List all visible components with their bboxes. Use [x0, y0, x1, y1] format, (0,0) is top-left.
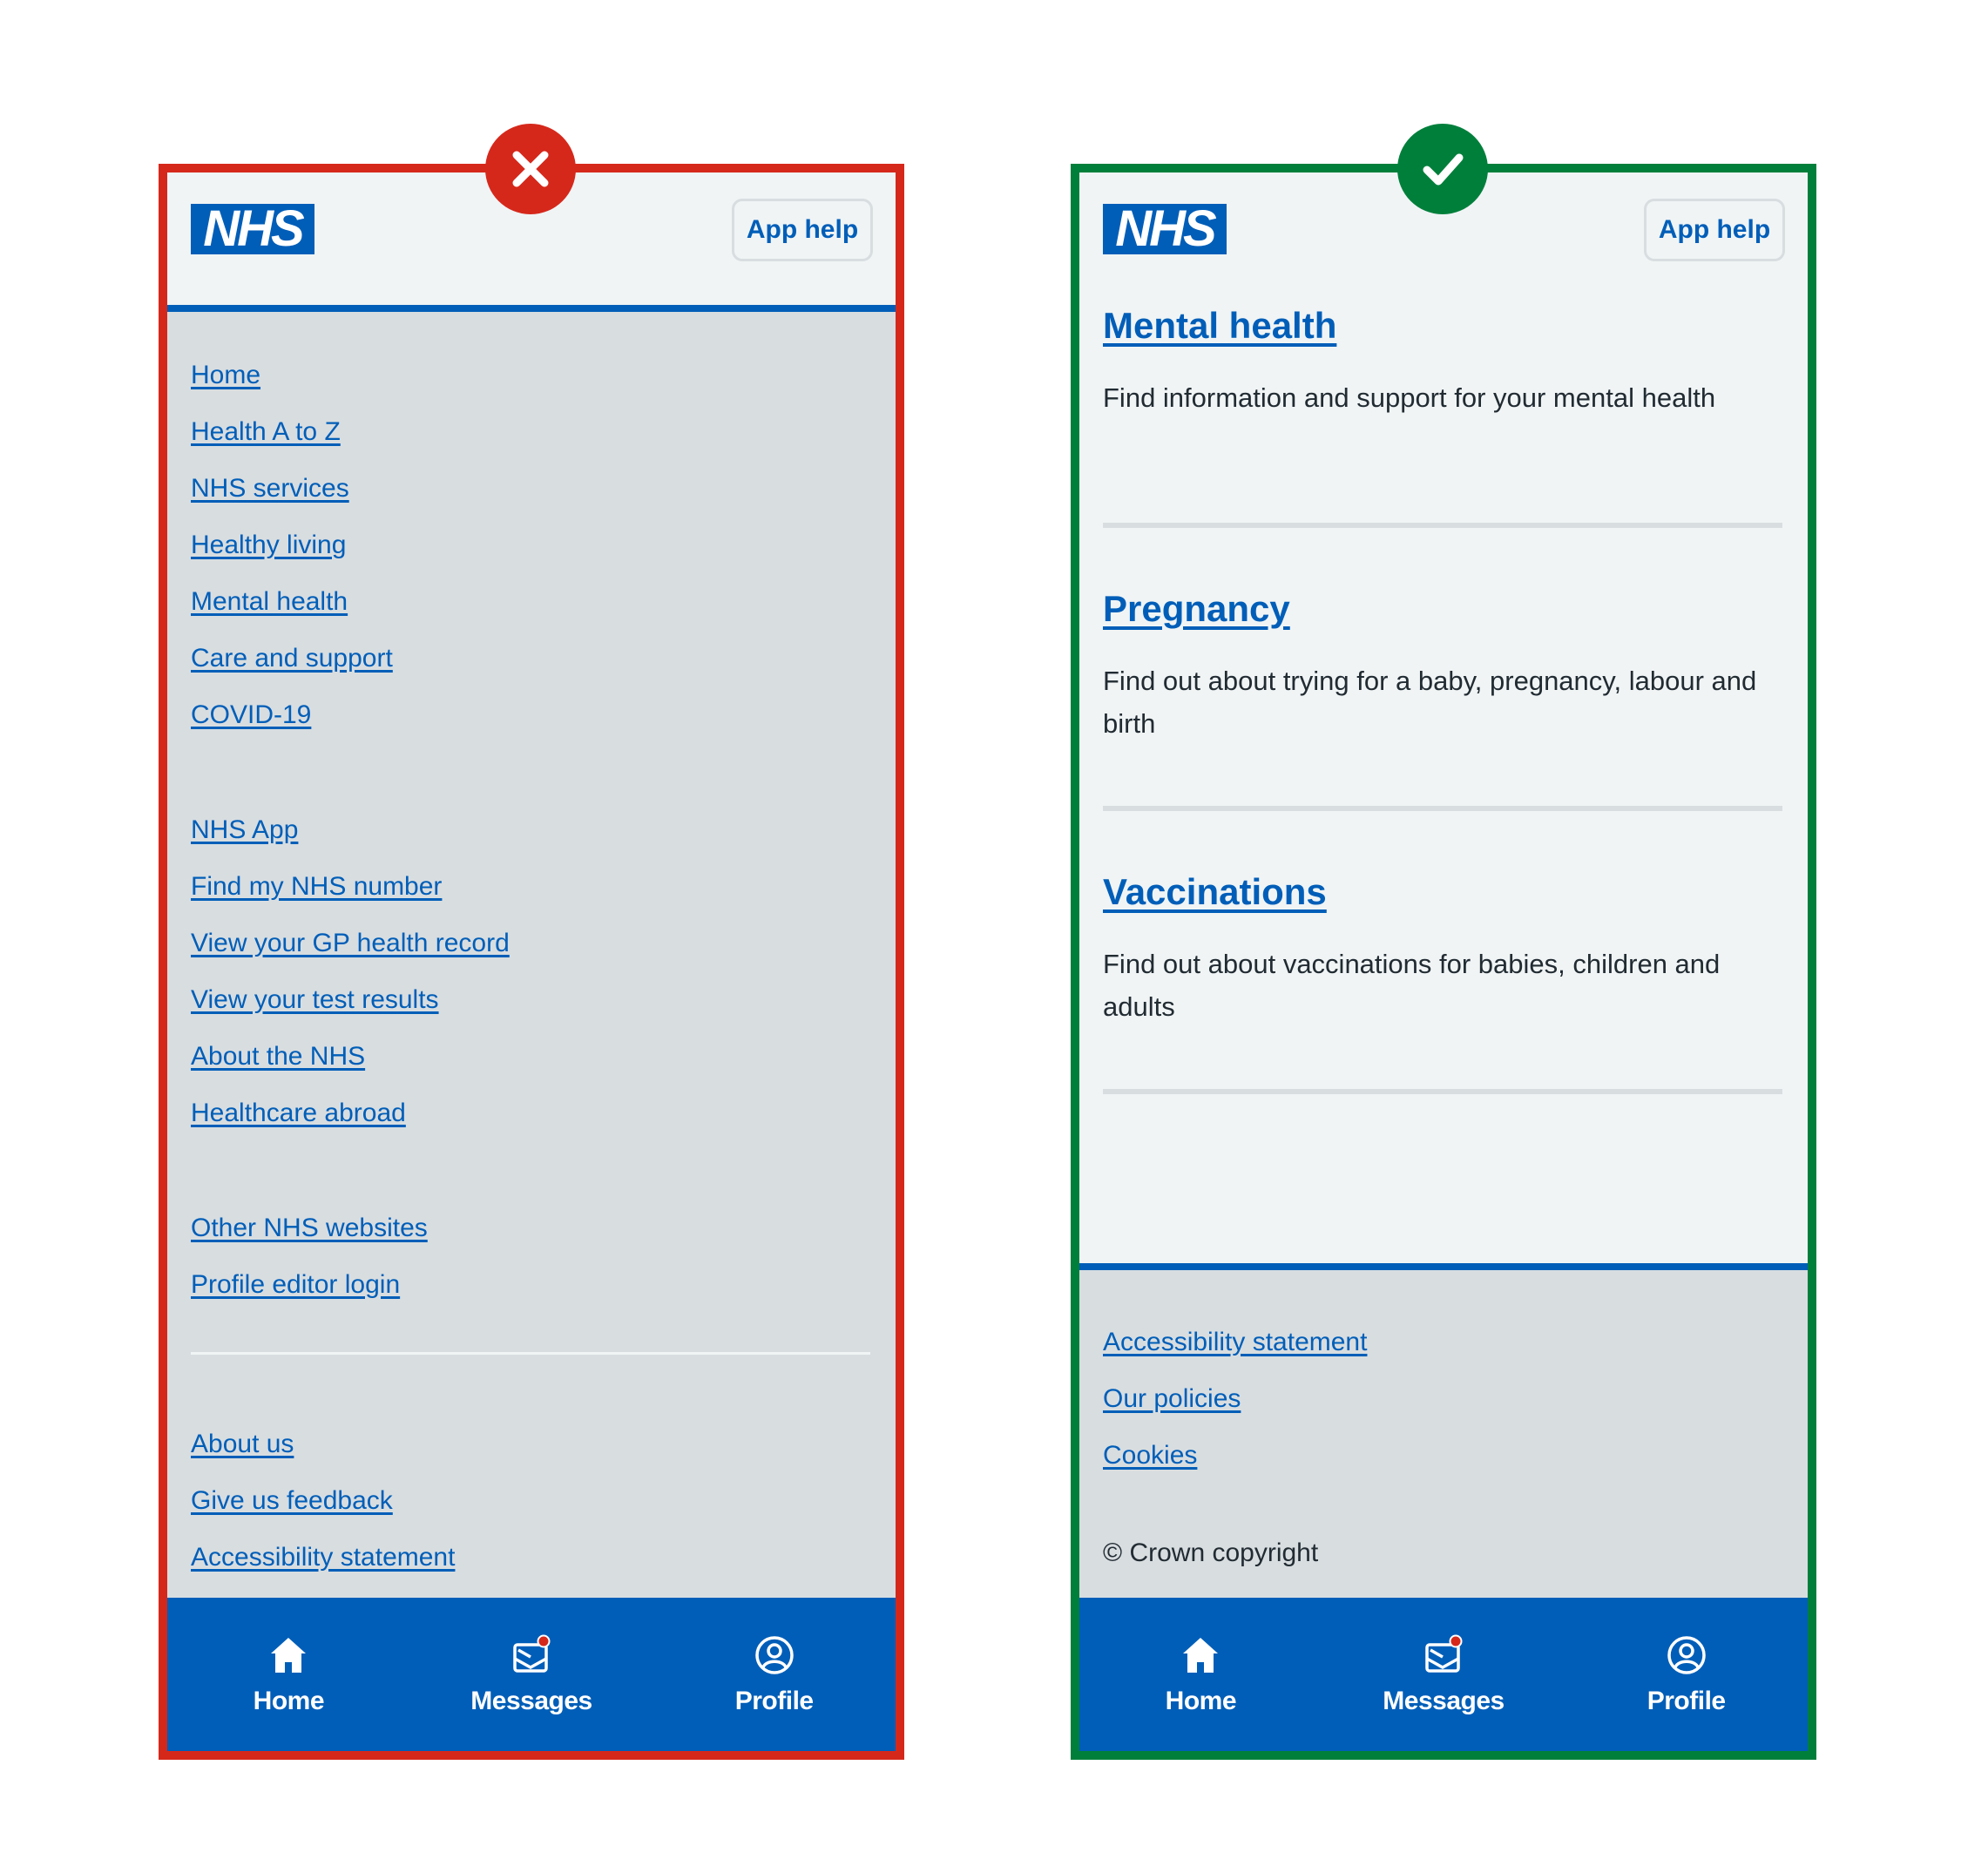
menu-link-home[interactable]: Home: [191, 361, 261, 389]
menu-link-healthcare-abroad[interactable]: Healthcare abroad: [191, 1099, 406, 1127]
footer-link-cookies[interactable]: Cookies: [1103, 1441, 1198, 1470]
menu-link-covid-19[interactable]: COVID-19: [191, 700, 312, 729]
nhs-logo[interactable]: NHS: [191, 204, 314, 254]
menu-link-about-the-nhs[interactable]: About the NHS: [191, 1042, 366, 1071]
menu-link-profile-editor-login[interactable]: Profile editor login: [191, 1270, 401, 1299]
topic-link-pregnancy[interactable]: Pregnancy: [1103, 588, 1290, 629]
menu-link-about-us[interactable]: About us: [191, 1430, 294, 1458]
tab-messages-label: Messages: [1383, 1687, 1505, 1715]
footer-link-our-policies[interactable]: Our policies: [1103, 1384, 1241, 1413]
card-divider: [1103, 523, 1782, 528]
cross-icon: [506, 145, 555, 193]
menu-link-mental-health[interactable]: Mental health: [191, 587, 348, 616]
app-help-button[interactable]: App help: [1644, 199, 1785, 261]
site-menu: [191, 347, 870, 1586]
topic-description: Find out about trying for a baby, pregnancy, labour and birth: [1103, 666, 1757, 739]
tab-home-label: Home: [253, 1687, 325, 1715]
menu-link-healthy-living[interactable]: Healthy living: [191, 531, 347, 559]
topic-list: [1079, 305, 1808, 1263]
tab-home[interactable]: [1079, 1598, 1322, 1751]
topic-link-vaccinations[interactable]: Vaccinations: [1103, 871, 1327, 912]
site-footer: [1079, 1263, 1808, 1612]
topic-card-mental-health: [1103, 305, 1782, 419]
footer-link-accessibility-statement[interactable]: Accessibility statement: [1103, 1328, 1368, 1356]
check-icon: [1417, 143, 1469, 195]
menu-link-health-a-to-z[interactable]: Health A to Z: [191, 417, 341, 446]
profile-icon: [1664, 1633, 1709, 1678]
menu-link-give-feedback[interactable]: Give us feedback: [191, 1486, 393, 1515]
tab-profile-label: Profile: [1647, 1687, 1726, 1715]
copyright-text: © Crown copyright: [1103, 1538, 1319, 1567]
nhs-logo[interactable]: NHS: [1103, 204, 1227, 254]
topic-card-vaccinations: [1103, 871, 1782, 1028]
topic-description: Find information and support for your mental health: [1103, 382, 1716, 413]
menu-link-find-nhs-number[interactable]: Find my NHS number: [191, 872, 443, 901]
tab-profile-label: Profile: [734, 1687, 814, 1715]
home-icon: [1178, 1633, 1223, 1678]
app-help-button[interactable]: App help: [732, 199, 873, 261]
topic-card-pregnancy: [1103, 588, 1782, 745]
tab-profile[interactable]: [653, 1598, 896, 1751]
home-icon: [266, 1633, 311, 1678]
topic-link-mental-health[interactable]: Mental health: [1103, 305, 1337, 346]
menu-link-test-results[interactable]: View your test results: [191, 985, 439, 1014]
tab-home-label: Home: [1165, 1687, 1237, 1715]
menu-link-nhs-services[interactable]: NHS services: [191, 474, 349, 503]
menu-link-nhs-app[interactable]: NHS App: [191, 815, 299, 844]
tab-home[interactable]: [167, 1598, 410, 1751]
tab-messages-label: Messages: [470, 1687, 592, 1715]
bottom-tab-bar: [167, 1598, 896, 1751]
menu-divider: [191, 1352, 870, 1355]
card-divider: [1103, 1089, 1782, 1094]
tab-profile[interactable]: [1565, 1598, 1808, 1751]
menu-link-accessibility-statement[interactable]: Accessibility statement: [191, 1543, 456, 1572]
bottom-tab-bar: [1079, 1598, 1808, 1751]
card-divider: [1103, 806, 1782, 811]
correct-example-screen: [1071, 164, 1816, 1760]
tab-messages[interactable]: [410, 1598, 653, 1751]
profile-icon: [752, 1633, 797, 1678]
messages-icon: [1421, 1633, 1466, 1678]
footer-links: [1103, 1314, 1367, 1484]
incorrect-example-screen: [159, 164, 904, 1760]
menu-link-care-and-support[interactable]: Care and support: [191, 644, 393, 673]
menu-link-gp-health-record[interactable]: View your GP health record: [191, 929, 510, 957]
tab-messages[interactable]: [1322, 1598, 1565, 1751]
correct-badge: [1397, 124, 1488, 214]
incorrect-badge: [485, 124, 576, 214]
messages-icon: [509, 1633, 554, 1678]
topic-description: Find out about vaccinations for babies, children and adults: [1103, 949, 1721, 1022]
menu-link-other-nhs-websites[interactable]: Other NHS websites: [191, 1214, 428, 1242]
